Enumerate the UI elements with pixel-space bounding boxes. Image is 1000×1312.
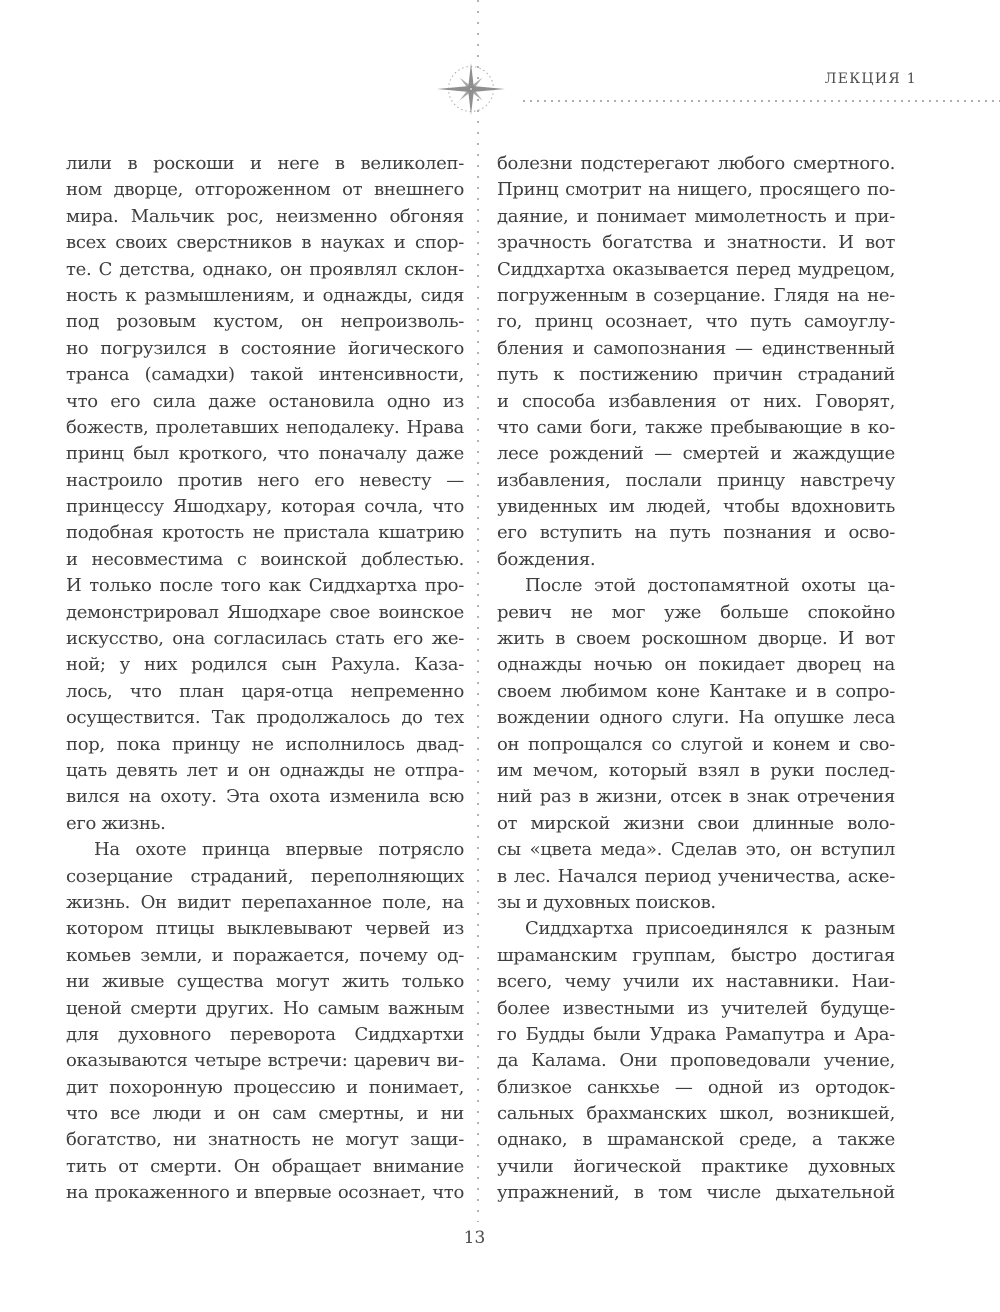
text-line: божеств, пролетавших неподалеку. Нрава: [66, 416, 464, 438]
text-line: богатство, ни знатность не могут защи-: [66, 1129, 464, 1151]
text-line: настроило против него его невесту —: [66, 469, 464, 491]
text-line: На охоте принца впервые потрясло: [94, 839, 464, 861]
text-line: более известными из учителей будуще-: [497, 997, 895, 1019]
text-line: созерцание страданий, переполняющих: [66, 865, 464, 887]
text-line: После этой достопамятной охоты ца-: [525, 575, 895, 597]
paragraph: [66, 151, 464, 837]
text-line: Принц смотрит на нищего, просящего по-: [497, 179, 895, 201]
text-line: увиденных им людей, чтобы вдохновить: [497, 496, 895, 518]
paragraph: [497, 151, 895, 573]
text-line: комьев земли, и поражается, почему од-: [66, 944, 464, 966]
text-line: мира. Мальчик рос, неизменно обгоняя: [66, 205, 464, 227]
text-line: всех своих сверстников в науках и спор-: [66, 232, 464, 254]
text-line: даяние, и понимает мимолетность и при-: [497, 205, 895, 227]
text-line: ревич не мог уже больше спокойно: [497, 601, 895, 623]
column-divider-dotted-rule: [477, 0, 479, 1222]
text-line: го Будды были Удрака Рамапутра и Ара-: [497, 1023, 895, 1045]
text-line: цать девять лет и он однажды не отпра-: [66, 759, 464, 781]
text-line: однажды ночью он покидает дворец на: [497, 654, 895, 676]
text-line: ценой смерти других. Но самым важным: [66, 997, 464, 1019]
text-line: близкое санкхье — одной из ортодок-: [497, 1076, 895, 1098]
text-line: что его сила даже остановила одно из: [66, 390, 464, 412]
text-line: в лес. Начался период ученичества, аске-: [497, 865, 895, 887]
text-line: котором птицы выклевывают червей из: [66, 918, 464, 940]
text-line: на прокаженного и впервые осознает, что: [66, 1182, 464, 1204]
text-column-left: [66, 151, 464, 1207]
text-line: ни живые существа могут жить только: [66, 971, 464, 993]
paragraph: [497, 573, 895, 916]
text-line: бождения.: [497, 548, 596, 570]
text-line: принцессу Яшодхару, которая сочла, что: [66, 496, 464, 518]
compass-rose-icon: [436, 56, 506, 122]
text-line: жить в своем роскошном дворце. И вот: [497, 628, 895, 650]
text-line: лесе рождений — смертей и жаждущие: [497, 443, 895, 465]
text-line: от мирской жизни свои длинные воло-: [497, 812, 895, 834]
text-line: зы и духовных поисков.: [497, 891, 716, 913]
text-line: осуществится. Так продолжалось до тех: [66, 707, 464, 729]
text-line: оказываются четыре встречи: царевич ви-: [66, 1050, 464, 1072]
text-line: вился на охоту. Эта охота изменила всю: [66, 786, 464, 808]
text-line: транса (самадхи) такой интенсивности,: [66, 364, 464, 386]
text-line: тить от смерти. Он обращает внимание: [66, 1155, 464, 1177]
text-line: дит похоронную процессию и понимает,: [66, 1076, 464, 1098]
running-head-label: ЛЕКЦИЯ 1: [824, 71, 917, 87]
text-line: для духовного переворота Сиддхартхи: [66, 1023, 464, 1045]
text-line: те. С детства, однако, он проявлял склон-: [66, 258, 464, 280]
header-dotted-rule: [523, 100, 1000, 102]
text-column-right: [497, 151, 895, 1207]
page-number: 13: [463, 1228, 486, 1248]
text-line: его жизнь.: [66, 812, 166, 834]
text-line: болезни подстерегают любого смертного.: [497, 153, 895, 174]
text-line: однако, в шраманской среде, а также: [497, 1129, 895, 1151]
text-line: что сами боги, также пребывающие в ко-: [497, 416, 895, 438]
text-line: лили в роскоши и неге в великолеп-: [66, 153, 464, 174]
text-line: упражнений, в том числе дыхательной: [497, 1182, 895, 1204]
text-line: ном дворце, отгороженном от внешнего: [66, 179, 464, 201]
text-line: погруженным в созерцание. Глядя на не-: [497, 284, 895, 306]
text-line: под розовым кустом, он непроизволь-: [66, 311, 464, 333]
text-line: лось, что план царя-отца непременно: [66, 680, 464, 702]
text-line: его вступить на путь познания и осво-: [497, 522, 895, 544]
text-line: и способа избавления от них. Говорят,: [497, 390, 895, 412]
text-line: своем любимом коне Кантаке и в сопро-: [497, 680, 895, 702]
text-line: пор, пока принцу не исполнилось двад-: [66, 733, 464, 755]
text-line: шраманским группам, быстро достигая: [497, 944, 895, 966]
text-line: принц был кроткого, что поначалу даже: [66, 443, 464, 465]
text-line: он попрощался со слугой и конем и сво-: [497, 733, 895, 755]
text-line: вождении одного слуги. На опушке леса: [497, 707, 895, 729]
text-line: что все люди и он сам смертны, и ни: [66, 1103, 464, 1125]
text-line: искусство, она согласилась стать его же-: [66, 628, 464, 650]
text-line: ной; у них родился сын Рахула. Каза-: [66, 654, 464, 676]
text-line: всего, чему учили их наставники. Наи-: [497, 971, 895, 993]
text-line: но погрузился в состояние йогического: [66, 337, 464, 359]
text-line: избавления, послали принцу навстречу: [497, 469, 895, 491]
text-line: да Калама. Они проповедовали учение,: [497, 1050, 895, 1072]
text-line: Сиддхартха оказывается перед мудрецом,: [497, 258, 895, 280]
text-line: зрачность богатства и знатности. И вот: [497, 232, 895, 254]
text-line: бления и самопознания — единственный: [497, 337, 895, 359]
text-line: Сиддхартха присоединялся к разным: [525, 918, 895, 940]
text-line: го, принц осознает, что путь самоуглу-: [497, 311, 895, 333]
text-line: и несовместима с воинской доблестью.: [66, 548, 464, 570]
paragraph: [497, 916, 895, 1206]
text-line: сальных брахманских школ, возникшей,: [497, 1103, 895, 1125]
text-line: подобная кротость не пристала кшатрию: [66, 522, 464, 544]
text-line: сы «цвета меда». Сделав это, он вступил: [497, 839, 895, 861]
paragraph: [66, 837, 464, 1206]
text-line: жизнь. Он видит перепаханное поле, на: [66, 891, 464, 913]
text-line: И только после того как Сиддхартха про-: [66, 575, 464, 597]
text-line: им мечом, который взял в руки послед-: [497, 759, 895, 781]
text-line: ность к размышлениям, и однажды, сидя: [66, 284, 464, 306]
text-line: путь к постижению причин страданий: [497, 364, 895, 386]
text-line: демонстрировал Яшодхаре свое воинское: [66, 601, 464, 623]
text-line: учили йогической практике духовных: [497, 1155, 895, 1177]
text-line: ний раз в жизни, отсек в знак отречения: [497, 786, 895, 808]
